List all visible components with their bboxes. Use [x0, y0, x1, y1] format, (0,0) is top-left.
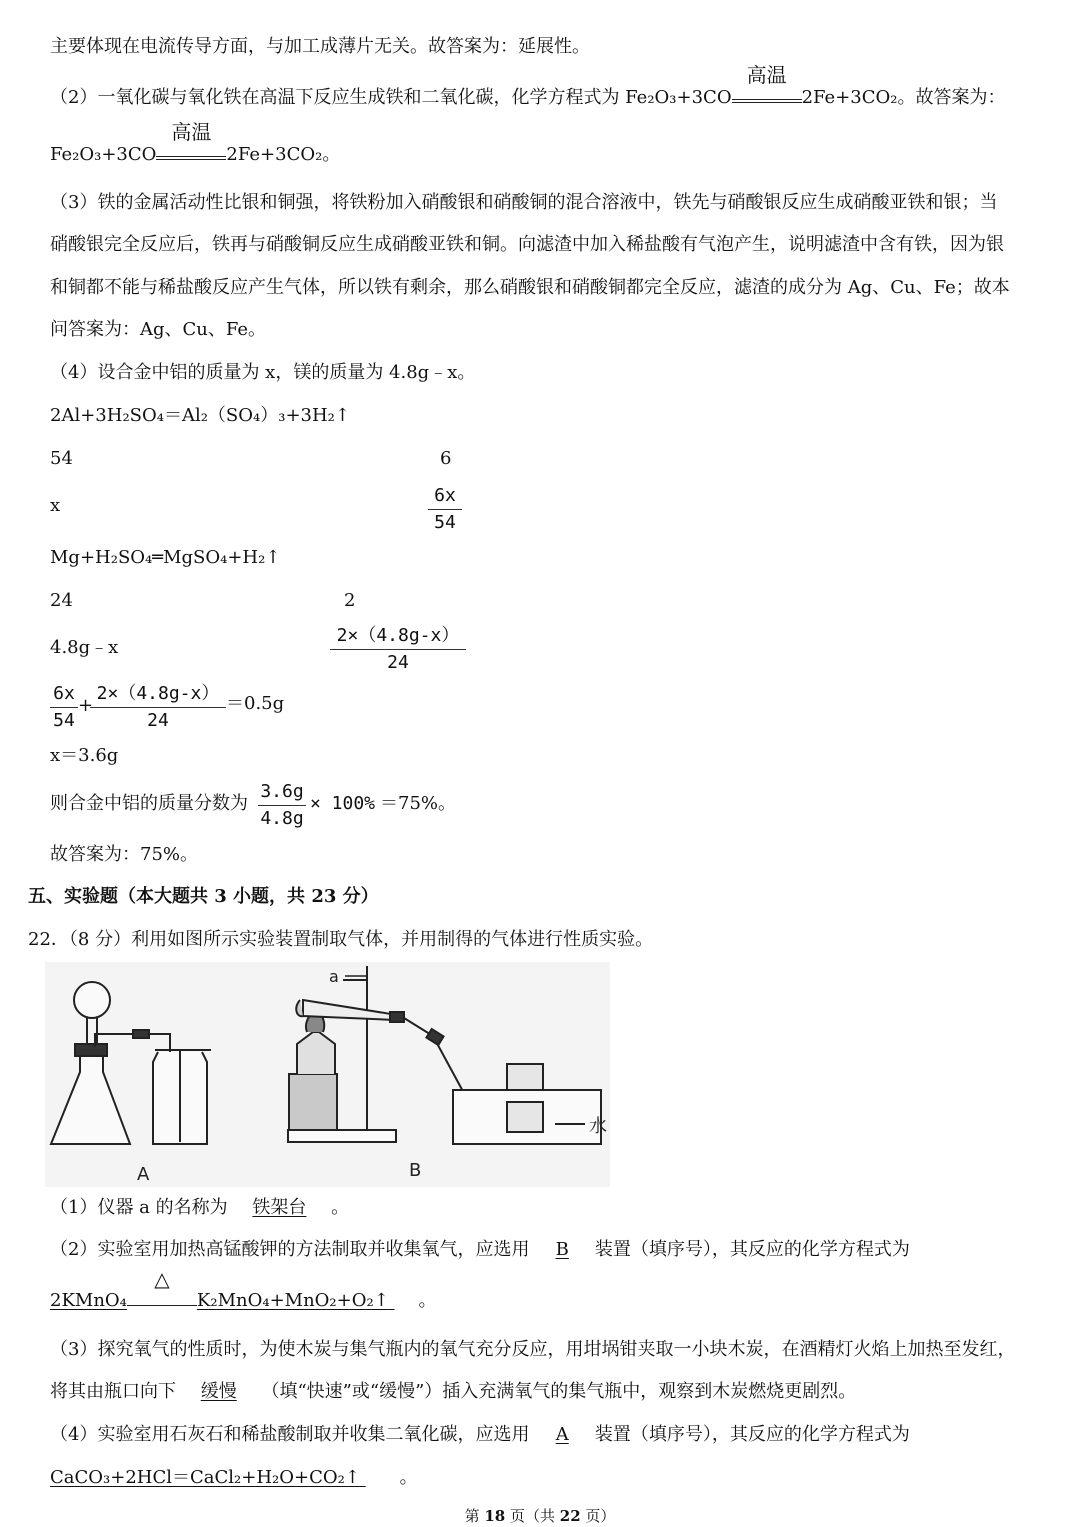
q3-text-line: 和铜都不能与稀盐酸反应产生气体，所以铁有剩余，那么硝酸银和硝酸铜都完全反应，滤渣的成分为 Ag、Cu、Fe；故本: [50, 277, 1010, 298]
condition-label: 高温: [171, 120, 212, 144]
q4-intro: （4）设合金中铝的质量为 x，镁的质量为 4.8g﹣x。: [50, 362, 476, 383]
condition-label: △: [154, 1267, 170, 1291]
equation-rhs: 2Fe+3CO₂: [226, 144, 323, 165]
denominator: 54: [53, 710, 75, 731]
fraction-6x-54: [428, 484, 462, 535]
answer-end: 。: [322, 144, 341, 165]
al-variable: x: [50, 495, 61, 516]
q2-answer-blank: B: [555, 1239, 569, 1260]
q4-end: 。: [399, 1467, 418, 1488]
q2-answer-line: [50, 63, 1006, 110]
question-22: 22．（8 分）利用如图所示实验装置制取气体，并用制得的气体进行性质实验。: [28, 929, 654, 950]
mg-molar-mass: 24: [50, 590, 73, 611]
q3-post: （填“快速”或“缓慢”）插入充满氧气的集气瓶中，观察到木炭燃烧更剧烈。: [261, 1381, 857, 1402]
q4-answer-blank: A: [555, 1424, 569, 1445]
condition-high-temp: [156, 120, 226, 160]
numerator: 2×（4.8g-x）: [336, 625, 460, 646]
sub-question-3-cont: [50, 1380, 856, 1404]
footer-mid: 页（共: [505, 1507, 560, 1525]
q1-end: 。: [331, 1197, 350, 1218]
answer-tail: 。故答案为：: [897, 87, 1006, 108]
percent-multiplier: × 100%: [310, 793, 376, 814]
q2-prompt: （2）实验室用加热高锰酸钾的方法制取并收集氧气，应选用: [50, 1239, 530, 1260]
h2-mass-al: 6: [440, 448, 452, 469]
q1-prompt: （1）仪器 a 的名称为: [50, 1197, 228, 1218]
equation: CaCO₃+2HCl＝CaCl₂+H₂O+CO₂↑: [50, 1467, 360, 1488]
mg-variable: 4.8g﹣x: [50, 637, 119, 658]
equation-rhs: 2Fe+3CO₂: [801, 87, 898, 108]
page-footer: [0, 1505, 1080, 1526]
q3-answer-blank: 缓慢: [200, 1381, 237, 1402]
q4-equation-answer: [50, 1466, 418, 1490]
label-water: 水: [589, 1116, 607, 1137]
footer-post: 页）: [580, 1507, 616, 1525]
fraction-mg: [90, 682, 226, 733]
sub-question-4: [50, 1423, 910, 1447]
x-result: x＝3.6g: [50, 745, 119, 766]
denominator: 24: [387, 652, 409, 673]
q3-text-line: 问答案为：Ag、Cu、Fe。: [50, 319, 267, 340]
condition-heat: [127, 1267, 197, 1306]
denominator: 24: [147, 710, 169, 731]
q4-post: 装置（填序号），其反应的化学方程式为: [594, 1424, 910, 1445]
equation-lhs: 2KMnO₄: [50, 1290, 127, 1311]
q4-prompt: （4）实验室用石灰石和稀盐酸制取并收集二氧化碳，应选用: [50, 1424, 530, 1445]
equation-lhs: Fe₂O₃+3CO: [50, 144, 157, 165]
percent-answer: 故答案为：75%。: [50, 844, 199, 865]
condition-high-temp: [732, 63, 802, 103]
sub-question-2: [50, 1238, 910, 1262]
equation-rhs: K₂MnO₄+MnO₂+O₂↑: [196, 1290, 389, 1311]
plus-sign: +: [78, 695, 94, 716]
label-A: A: [137, 1164, 150, 1185]
denominator: 4.8g: [260, 808, 304, 829]
q3-text-line: 硝酸银完全反应后，铁再与硝酸铜反应生成硝酸亚铁和铜。向滤渣中加入稀盐酸有气泡产生，说明滤渣中含有铁，因为银: [50, 234, 1004, 255]
q2-end: 。: [418, 1290, 437, 1311]
q2-answer-intro: （2）一氧化碳与氧化铁在高温下反应生成铁和二氧化碳，化学方程式为: [50, 87, 626, 108]
sum-result: ＝0.5g: [226, 693, 285, 714]
answer-text-line: 主要体现在电流传导方面，与加工成薄片无关。故答案为：延展性。: [50, 36, 590, 57]
numerator: 6x: [53, 683, 75, 704]
sub-question-3: （3）探究氧气的性质时，为使木炭与集气瓶内的氧气充分反应，用坩埚钳夹取一小块木炭，在酒精灯火焰上加热至发红，: [50, 1339, 1016, 1360]
q3-prompt: 将其由瓶口向下: [50, 1381, 176, 1402]
percent-prefix: 则合金中铝的质量分数为: [50, 793, 248, 814]
q3-text-line: （3）铁的金属活动性比银和铜强，将铁粉加入硝酸银和硝酸铜的混合溶液中，铁先与硝酸银反应生成硝酸亚铁和银；当: [50, 192, 998, 213]
percent-result: ＝75%。: [380, 793, 457, 814]
al-equation: 2Al+3H₂SO₄＝Al₂（SO₄）₃+3H₂↑: [50, 405, 350, 426]
numerator: 6x: [434, 485, 456, 506]
label-a: a: [329, 967, 339, 986]
fraction-6x-54: [50, 682, 78, 733]
h2-mass-mg: 2: [344, 590, 356, 611]
mg-equation: Mg+H₂SO₄═MgSO₄+H₂↑: [50, 547, 281, 568]
sub-question-1: [50, 1196, 349, 1220]
section-heading: 五、实验题（本大题共 3 小题，共 23 分）: [28, 886, 379, 907]
denominator: 54: [434, 512, 456, 533]
q1-answer-blank: 铁架台: [252, 1197, 307, 1218]
numerator: 2×（4.8g-x）: [96, 683, 220, 704]
percent-line: [50, 792, 248, 816]
apparatus-figure: [45, 962, 610, 1187]
page-number: 18: [484, 1507, 506, 1525]
condition-label: 高温: [746, 63, 787, 87]
numerator: 3.6g: [260, 781, 304, 802]
fraction-3.6-4.8: [258, 780, 306, 831]
label-B: B: [409, 1160, 422, 1181]
equation-lhs: Fe₂O₃+3CO: [625, 87, 732, 108]
q2-post: 装置（填序号），其反应的化学方程式为: [594, 1239, 910, 1260]
q2-answer-equation: [50, 120, 341, 167]
fraction-mg: [330, 624, 466, 675]
page-total: 22: [559, 1507, 581, 1525]
footer-pre: 第: [464, 1507, 485, 1525]
al-molar-mass: 54: [50, 448, 73, 469]
q2-equation-answer: [50, 1267, 437, 1313]
